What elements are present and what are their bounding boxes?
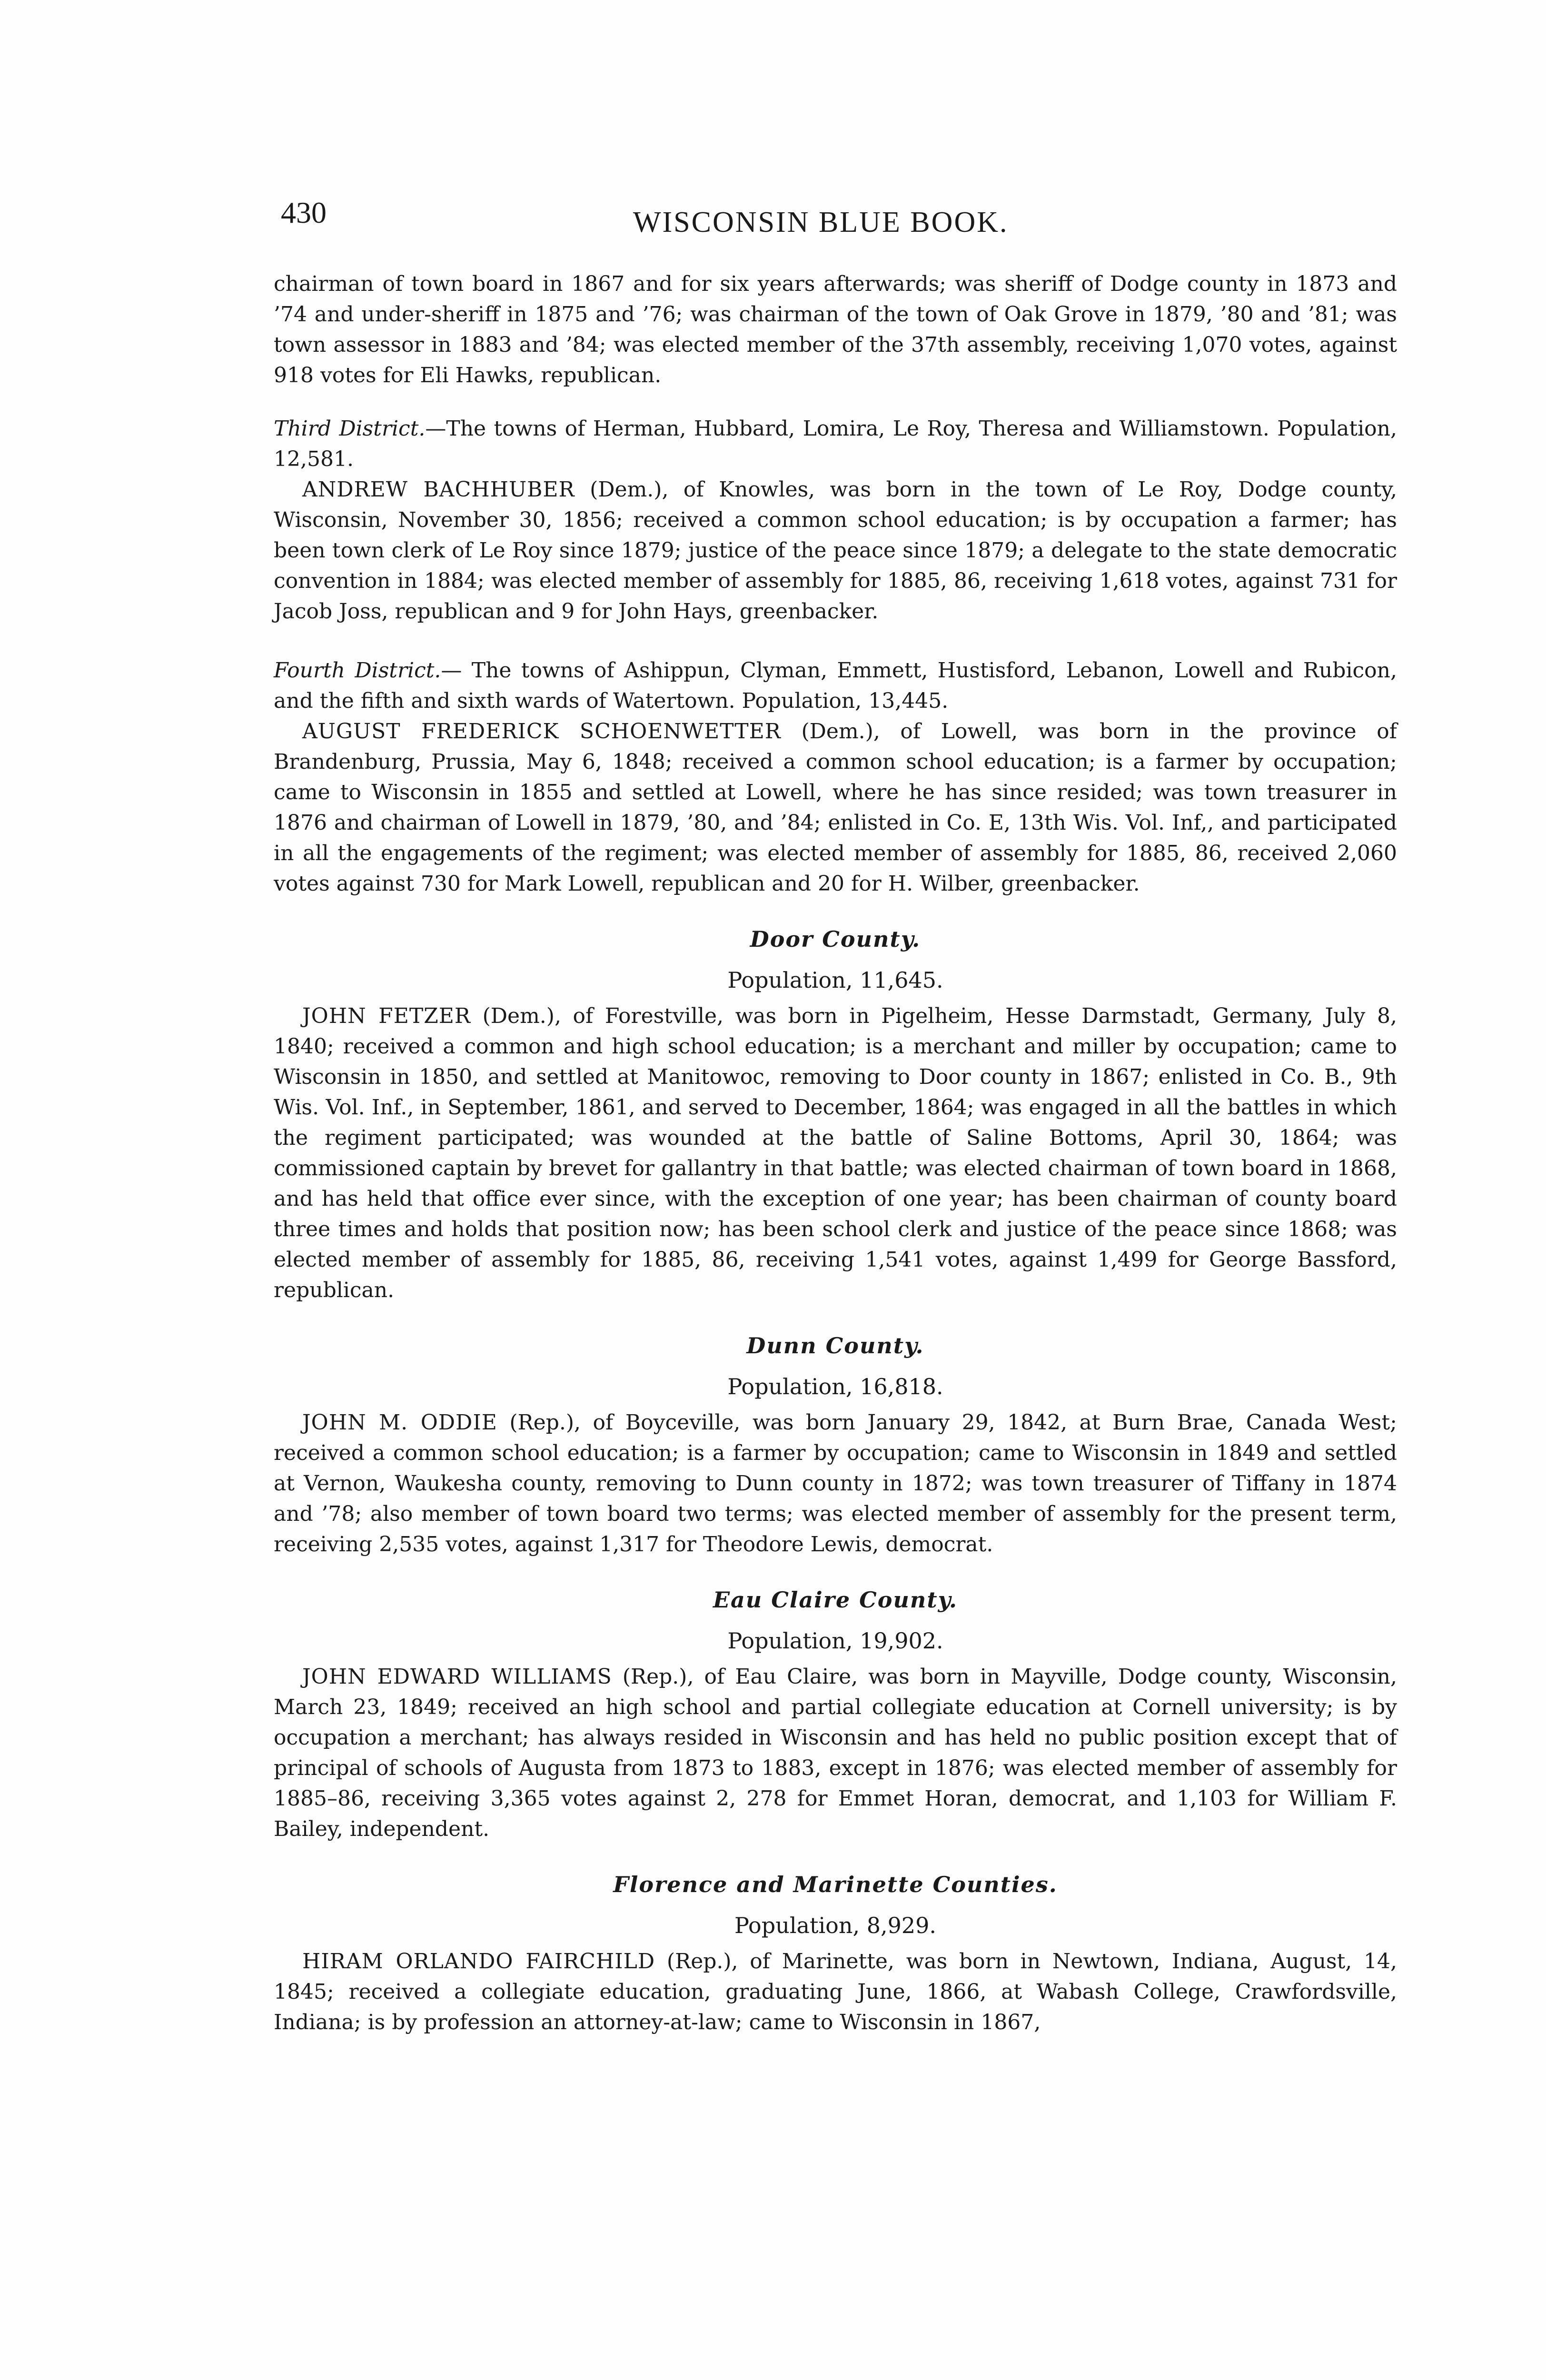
population-door: Population, 11,645. bbox=[727, 967, 943, 993]
member-name: JOHN M. ODDIE bbox=[302, 1410, 497, 1435]
page-number: 430 bbox=[281, 196, 327, 229]
member-bio-fairchild bbox=[274, 1946, 1397, 2038]
member-bio-text: (Dem.), of Forestville, was born in Pigelheim, Hesse Darmstadt, Germany, July 8, 1840; received a common and high school education; is a merchant and miller by occupation; came to Wisconsin in 1850, and settled at Manitowoc, removing to Door county in 1867; enlisted in Co. B., 9th Wis. Vol. Inf., in September, 1861, and served to December, 1864; was engaged in all the battles in which the regiment participated; was wounded at the battle of Saline Bottoms, April 30, 1864; was commissioned captain by brevet for gallantry in that battle; was elected chairman of town board in 1868, and has held that office ever since, with the exception of one year; has been chairman of county board three times and holds that position now; has been school clerk and justice of the peace since 1868; was elected member of assembly for 1885, 86, receiving 1,541 votes, against 1,499 for George Bassford, republican. bbox=[274, 1004, 1397, 1302]
district-label: Fourth District. bbox=[274, 658, 441, 683]
member-name: AUGUST FREDERICK SCHOENWETTER bbox=[302, 719, 781, 744]
population-eau-claire: Population, 19,902. bbox=[727, 1628, 943, 1654]
district-label: Third District. bbox=[274, 416, 426, 441]
county-heading-door: Door County. bbox=[750, 926, 921, 952]
member-bio-fetzer bbox=[274, 1001, 1397, 1306]
member-bio-text: (Rep.), of Marinette, was born in Newtown, Indiana, August, 14, 1845; received a collegiate education, graduating June, 1866, at Wabash College, Crawfordsville, Indiana; is by profession an attorney-at-law; came to Wisconsin in 1867, bbox=[274, 1949, 1397, 2034]
member-bio-oddie bbox=[274, 1408, 1397, 1560]
page-body bbox=[274, 269, 1397, 2038]
fourth-district-heading bbox=[274, 655, 1397, 716]
member-bio-schoenwetter bbox=[274, 716, 1397, 899]
member-bio-text: (Dem.), of Lowell, was born in the province of Brandenburg, Prussia, May 6, 1848; received a common school education; is a farmer by occupation; came to Wisconsin in 1855 and settled at Lowell, where he has since resided; was town treasurer in 1876 and chairman of Lowell in 1879, ’80, and ’84; enlisted in Co. E, 13th Wis. Vol. Inf,, and participated in all the engagements of the regiment; was elected member of assembly for 1885, 86, received 2,060 votes against 730 for Mark Lowell, republican and 20 for H. Wilber, greenbacker. bbox=[274, 719, 1397, 896]
population-dunn: Population, 16,818. bbox=[727, 1374, 943, 1399]
member-name: JOHN EDWARD WILLIAMS bbox=[302, 1665, 612, 1689]
member-bio-text: (Rep.), of Boyceville, was born January 29, 1842, at Burn Brae, Canada West; received a common school education; is a farmer by occupation; came to Wisconsin in 1849 and settled at Vernon, Waukesha county, removing to Dunn county in 1872; was town treasurer of Tiffany in 1874 and ’78; also member of town board two terms; was elected member of assembly for the present term, receiving 2,535 votes, against 1,317 for Theodore Lewis, democrat. bbox=[274, 1410, 1397, 1557]
running-head: WISCONSIN BLUE BOOK. bbox=[633, 206, 1009, 238]
district-description: —The towns of Herman, Hubbard, Lomira, Le Roy, Theresa and Williamstown. Population, 12,581. bbox=[274, 416, 1397, 471]
district-description: — The towns of Ashippun, Clyman, Emmett, Hustisford, Lebanon, Lowell and Rubicon, and the fifth and sixth wards of Watertown. Population, 13,445. bbox=[274, 658, 1397, 713]
member-bio-text: (Rep.), of Eau Claire, was born in Mayville, Dodge county, Wisconsin, March 23, 1849; received an high school and partial collegiate education at Cornell university; is by occupation a merchant; has always resided in Wisconsin and has held no public position except that of principal of schools of Augusta from 1873 to 1883, except in 1876; was elected member of assembly for 1885–86, receiving 3,365 votes against 2, 278 for Emmet Horan, democrat, and 1,103 for William F. Bailey, independent. bbox=[274, 1665, 1397, 1841]
member-name: ANDREW BACHHUBER bbox=[302, 477, 575, 502]
county-heading-dunn: Dunn County. bbox=[746, 1333, 924, 1359]
member-bio-bachhuber bbox=[274, 475, 1397, 627]
third-district-heading bbox=[274, 414, 1397, 475]
county-heading-florence-marinette: Florence and Marinette Counties. bbox=[613, 1872, 1058, 1897]
member-bio-text: (Dem.), of Knowles, was born in the town of Le Roy, Dodge county, Wisconsin, November 30, 1856; received a common school education; is by occupation a farmer; has been town clerk of Le Roy since 1879; justice of the peace since 1879; a delegate to the state democratic convention in 1884; was elected member of assembly for 1885, 86, receiving 1,618 votes, against 731 for Jacob Joss, republican and 9 for John Hays, greenbacker. bbox=[274, 477, 1397, 624]
member-name: JOHN FETZER bbox=[302, 1004, 471, 1028]
county-heading-eau-claire: Eau Claire County. bbox=[713, 1587, 958, 1613]
member-bio-williams bbox=[274, 1662, 1397, 1844]
opening-paragraph: chairman of town board in 1867 and for six years afterwards; was sheriff of Dodge county in 1873 and ’74 and under-sheriff in 1875 and ’76; was chairman of the town of Oak Grove in 1879, ’80 and ’81; was town assessor in 1883 and ’84; was elected member of the 37th assembly, receiving 1,070 votes, against 918 votes for Eli Hawks, republican. bbox=[274, 272, 1397, 387]
page-header bbox=[281, 195, 1414, 238]
population-florence-marinette: Population, 8,929. bbox=[734, 1913, 937, 1938]
member-name: HIRAM ORLANDO FAIRCHILD bbox=[302, 1949, 655, 1973]
